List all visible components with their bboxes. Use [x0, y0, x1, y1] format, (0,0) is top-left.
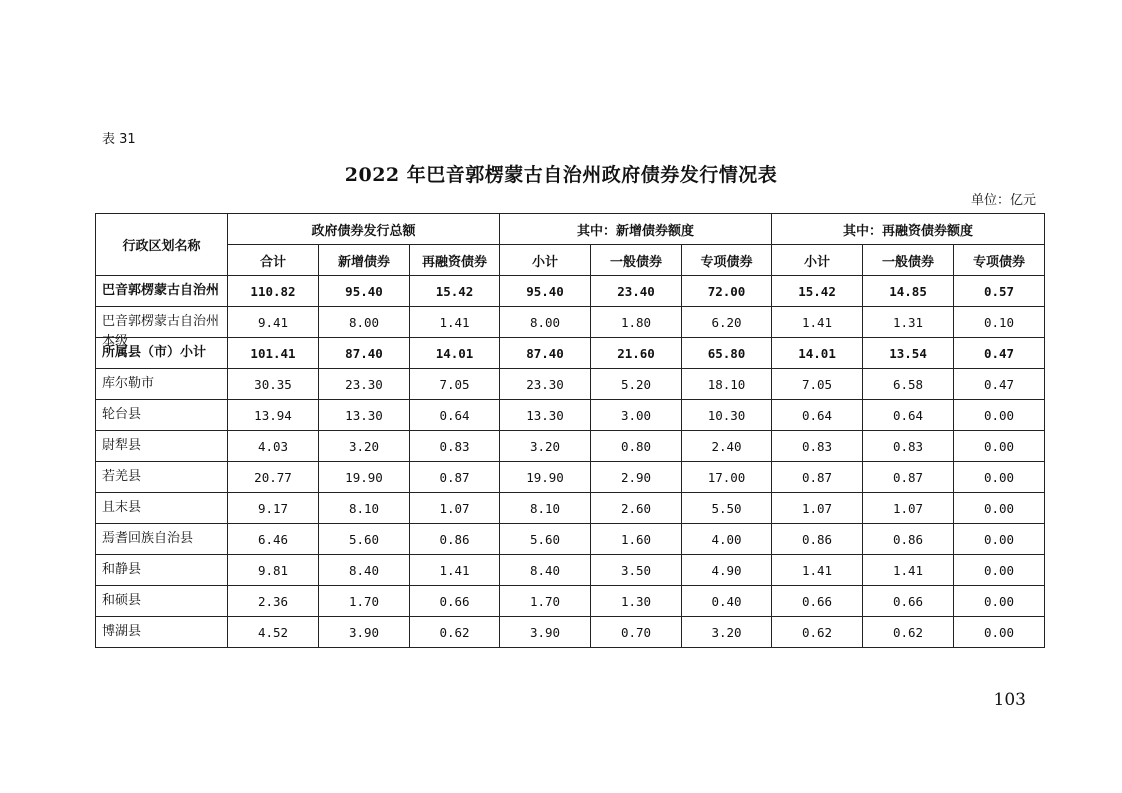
value-cell: 0.62 — [863, 617, 954, 648]
col-header: 一般债券 — [591, 245, 682, 276]
value-cell: 110.82 — [228, 276, 319, 307]
value-cell: 8.10 — [500, 493, 591, 524]
region-name-cell — [96, 617, 228, 648]
value-cell: 0.00 — [954, 462, 1045, 493]
table-row — [96, 431, 1045, 462]
value-cell: 0.87 — [772, 462, 863, 493]
value-cell: 5.20 — [591, 369, 682, 400]
value-cell: 2.60 — [591, 493, 682, 524]
value-cell: 21.60 — [591, 338, 682, 369]
value-cell: 3.50 — [591, 555, 682, 586]
value-cell: 0.64 — [410, 400, 500, 431]
value-cell: 5.60 — [500, 524, 591, 555]
col-header: 小计 — [772, 245, 863, 276]
table-row — [96, 369, 1045, 400]
value-cell: 9.17 — [228, 493, 319, 524]
value-cell: 1.30 — [591, 586, 682, 617]
value-cell: 4.52 — [228, 617, 319, 648]
value-cell: 8.40 — [500, 555, 591, 586]
value-cell: 7.05 — [772, 369, 863, 400]
value-cell: 18.10 — [682, 369, 772, 400]
value-cell: 95.40 — [319, 276, 410, 307]
value-cell: 0.83 — [410, 431, 500, 462]
region-name-cell — [96, 338, 228, 369]
col-header: 合计 — [228, 245, 319, 276]
value-cell: 9.81 — [228, 555, 319, 586]
region-name: 博湖县 — [102, 624, 142, 639]
table-row — [96, 338, 1045, 369]
region-name: 和静县 — [102, 562, 142, 577]
value-cell: 8.10 — [319, 493, 410, 524]
value-cell: 0.00 — [954, 586, 1045, 617]
value-cell: 1.41 — [772, 555, 863, 586]
value-cell: 14.01 — [410, 338, 500, 369]
value-cell: 0.62 — [410, 617, 500, 648]
table-row — [96, 400, 1045, 431]
value-cell: 0.87 — [863, 462, 954, 493]
value-cell: 2.40 — [682, 431, 772, 462]
value-cell: 10.30 — [682, 400, 772, 431]
value-cell: 23.40 — [591, 276, 682, 307]
value-cell: 0.83 — [772, 431, 863, 462]
region-name-cell — [96, 586, 228, 617]
value-cell: 2.90 — [591, 462, 682, 493]
value-cell: 87.40 — [500, 338, 591, 369]
value-cell: 1.41 — [863, 555, 954, 586]
region-name-cell — [96, 400, 228, 431]
page-title: 2022 年巴音郭楞蒙古自治州政府债券发行情况表 — [344, 164, 778, 186]
value-cell: 13.30 — [500, 400, 591, 431]
value-cell: 6.58 — [863, 369, 954, 400]
value-cell: 0.62 — [772, 617, 863, 648]
region-name: 库尔勒市 — [102, 376, 155, 391]
value-cell: 87.40 — [319, 338, 410, 369]
value-cell: 23.30 — [319, 369, 410, 400]
value-cell: 8.00 — [500, 307, 591, 338]
value-cell: 0.66 — [410, 586, 500, 617]
value-cell: 3.90 — [319, 617, 410, 648]
value-cell: 20.77 — [228, 462, 319, 493]
unit-label: 单位：亿元 — [970, 193, 1036, 208]
value-cell: 0.86 — [410, 524, 500, 555]
region-name-cell — [96, 555, 228, 586]
value-cell: 0.87 — [410, 462, 500, 493]
col-header: 小计 — [500, 245, 591, 276]
value-cell: 0.00 — [954, 400, 1045, 431]
region-name-cell — [96, 524, 228, 555]
value-cell: 0.70 — [591, 617, 682, 648]
col-header: 专项债券 — [954, 245, 1045, 276]
value-cell: 1.80 — [591, 307, 682, 338]
value-cell: 1.41 — [772, 307, 863, 338]
value-cell: 8.40 — [319, 555, 410, 586]
value-cell: 4.90 — [682, 555, 772, 586]
value-cell: 0.00 — [954, 431, 1045, 462]
value-cell: 7.05 — [410, 369, 500, 400]
table-row — [96, 307, 1045, 338]
page-number: 103 — [993, 690, 1026, 710]
region-header: 行政区划名称 — [96, 214, 228, 276]
value-cell: 0.47 — [954, 338, 1045, 369]
debt-issuance-table — [95, 213, 1045, 648]
region-name: 巴音郭楞蒙古自治州本级 — [102, 314, 220, 349]
value-cell: 15.42 — [772, 276, 863, 307]
region-name: 轮台县 — [102, 407, 142, 422]
value-cell: 0.47 — [954, 369, 1045, 400]
value-cell: 0.64 — [863, 400, 954, 431]
value-cell: 1.07 — [410, 493, 500, 524]
region-name-cell — [96, 431, 228, 462]
table-row — [96, 586, 1045, 617]
value-cell: 1.70 — [500, 586, 591, 617]
table-row — [96, 524, 1045, 555]
region-name-cell — [96, 493, 228, 524]
region-name: 焉耆回族自治县 — [102, 531, 194, 546]
region-name-cell — [96, 276, 228, 307]
value-cell: 13.94 — [228, 400, 319, 431]
value-cell: 0.66 — [772, 586, 863, 617]
value-cell: 0.86 — [863, 524, 954, 555]
value-cell: 65.80 — [682, 338, 772, 369]
value-cell: 30.35 — [228, 369, 319, 400]
value-cell: 1.31 — [863, 307, 954, 338]
value-cell: 19.90 — [319, 462, 410, 493]
value-cell: 0.57 — [954, 276, 1045, 307]
region-name: 尉犁县 — [102, 438, 142, 453]
value-cell: 1.60 — [591, 524, 682, 555]
refinancing-bond-header: 其中：再融资债券额度 — [772, 214, 1045, 245]
value-cell: 13.54 — [863, 338, 954, 369]
new-bond-header: 其中：新增债券额度 — [500, 214, 772, 245]
value-cell: 2.36 — [228, 586, 319, 617]
region-name: 若羌县 — [102, 469, 142, 484]
value-cell: 6.46 — [228, 524, 319, 555]
value-cell: 4.00 — [682, 524, 772, 555]
value-cell: 0.86 — [772, 524, 863, 555]
value-cell: 1.07 — [863, 493, 954, 524]
table-row — [96, 617, 1045, 648]
region-name-cell — [96, 369, 228, 400]
value-cell: 19.90 — [500, 462, 591, 493]
value-cell: 101.41 — [228, 338, 319, 369]
value-cell: 1.41 — [410, 307, 500, 338]
value-cell: 13.30 — [319, 400, 410, 431]
value-cell: 8.00 — [319, 307, 410, 338]
value-cell: 3.00 — [591, 400, 682, 431]
value-cell: 5.60 — [319, 524, 410, 555]
value-cell: 17.00 — [682, 462, 772, 493]
value-cell: 0.00 — [954, 617, 1045, 648]
value-cell: 15.42 — [410, 276, 500, 307]
table-label: 表 31 — [102, 132, 136, 147]
value-cell: 9.41 — [228, 307, 319, 338]
region-name-cell — [96, 307, 228, 349]
table-row — [96, 462, 1045, 493]
value-cell: 1.70 — [319, 586, 410, 617]
region-name: 且末县 — [102, 500, 142, 515]
value-cell: 14.85 — [863, 276, 954, 307]
value-cell: 1.41 — [410, 555, 500, 586]
value-cell: 0.00 — [954, 493, 1045, 524]
value-cell: 6.20 — [682, 307, 772, 338]
value-cell: 0.66 — [863, 586, 954, 617]
value-cell: 1.07 — [772, 493, 863, 524]
value-cell: 0.83 — [863, 431, 954, 462]
value-cell: 23.30 — [500, 369, 591, 400]
region-name-cell — [96, 462, 228, 493]
value-cell: 4.03 — [228, 431, 319, 462]
total-issuance-header: 政府债券发行总额 — [228, 214, 500, 245]
region-name: 巴音郭楞蒙古自治州 — [102, 283, 220, 298]
value-cell: 5.50 — [682, 493, 772, 524]
value-cell: 3.20 — [319, 431, 410, 462]
value-cell: 14.01 — [772, 338, 863, 369]
value-cell: 0.40 — [682, 586, 772, 617]
value-cell: 0.80 — [591, 431, 682, 462]
value-cell: 3.20 — [500, 431, 591, 462]
value-cell: 3.20 — [682, 617, 772, 648]
region-name: 和硕县 — [102, 593, 142, 608]
col-header: 新增债券 — [319, 245, 410, 276]
value-cell: 0.00 — [954, 555, 1045, 586]
table-row — [96, 276, 1045, 307]
value-cell: 72.00 — [682, 276, 772, 307]
value-cell: 0.64 — [772, 400, 863, 431]
table-row — [96, 555, 1045, 586]
table-row — [96, 493, 1045, 524]
region-name: 所属县（市）小计 — [102, 345, 207, 360]
value-cell: 0.10 — [954, 307, 1045, 338]
col-header: 专项债券 — [682, 245, 772, 276]
col-header: 一般债券 — [863, 245, 954, 276]
value-cell: 95.40 — [500, 276, 591, 307]
col-header: 再融资债券 — [410, 245, 500, 276]
value-cell: 3.90 — [500, 617, 591, 648]
value-cell: 0.00 — [954, 524, 1045, 555]
